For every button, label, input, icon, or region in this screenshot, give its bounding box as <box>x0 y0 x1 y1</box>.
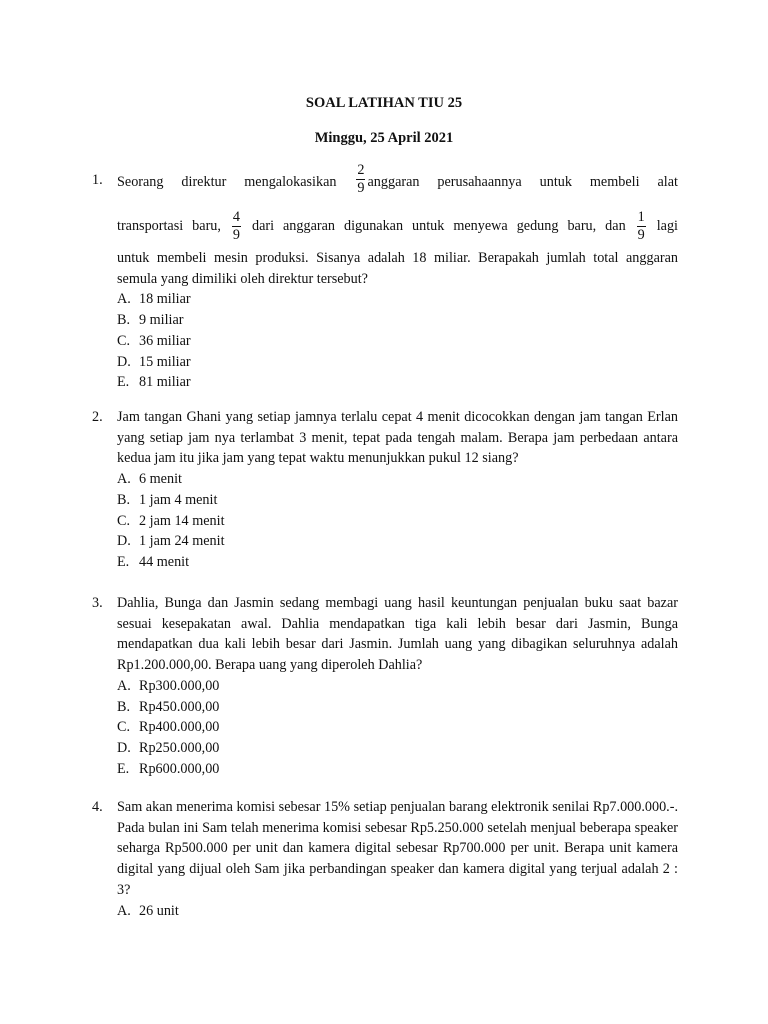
question-text: Sam akan menerima komisi sebesar 15% setiap penjualan barang elektronik senilai Rp7.000.000.-. Pada bulan ini Sam telah menerima komisi sebesar Rp5.250.000 setelah menjual beberapa speaker seharga Rp500.000 per unit dan kamera digital sebesar Rp700.000 per unit. Berapa unit kamera digital yang dijual oleh Sam jika perbandingan speaker dan kamera digital yang terjual adalah 2 : 3? <box>117 799 678 898</box>
word: digunakan <box>343 217 404 234</box>
word: dari <box>251 217 275 234</box>
answer-options <box>117 676 678 780</box>
answer-option[interactable] <box>117 490 678 511</box>
question-text: Jam tangan Ghani yang setiap jamnya terlalu cepat 4 menit dicocokkan dengan jam tangan Erlan yang setiap jam nya terlambat 3 menit, tepat pada tengah malam. Berapa jam perbedaan antara kedua jam itu jika jam yang tepat waktu menunjukkan pukul 12 siang? <box>117 409 678 467</box>
answer-options <box>117 469 678 573</box>
page-date: Minggu, 25 April 2021 <box>314 130 454 146</box>
fraction-denominator: 9 <box>357 179 365 196</box>
option-text: 81 miliar <box>139 374 191 391</box>
option-text: 2 jam 14 menit <box>139 512 225 529</box>
option-text: Rp450.000,00 <box>139 698 220 715</box>
fraction-four-ninths <box>230 209 243 244</box>
word: baru, <box>192 217 221 234</box>
answer-option[interactable] <box>117 310 678 331</box>
fraction-one-ninth <box>635 209 648 244</box>
option-letter: E. <box>117 374 130 391</box>
option-letter: D. <box>117 739 131 756</box>
answer-options <box>117 289 678 393</box>
option-letter: E. <box>117 553 130 570</box>
option-letter: B. <box>117 491 131 508</box>
option-letter: D. <box>117 353 131 370</box>
answer-options <box>117 901 678 922</box>
option-letter: E. <box>117 760 130 777</box>
option-text: 18 miliar <box>139 291 191 308</box>
option-text: Rp400.000,00 <box>139 719 220 736</box>
fraction-numerator: 2 <box>357 161 365 178</box>
word: transportasi <box>117 217 184 234</box>
question-1-line-2 <box>117 204 678 248</box>
word: baru, <box>567 217 597 234</box>
option-text: 6 menit <box>139 471 182 488</box>
answer-option[interactable] <box>117 511 678 532</box>
option-text: Rp600.000,00 <box>139 760 220 777</box>
page-title: SOAL LATIHAN TIU 25 <box>305 95 463 111</box>
answer-option[interactable] <box>117 331 678 352</box>
option-text: 36 miliar <box>139 332 191 349</box>
option-text: 1 jam 4 menit <box>139 491 218 508</box>
word: untuk <box>412 217 445 234</box>
answer-option[interactable] <box>117 738 678 759</box>
fraction-numerator: 1 <box>637 208 645 225</box>
answer-option[interactable] <box>117 676 678 697</box>
question-2 <box>92 407 678 573</box>
option-text: 15 miliar <box>139 353 191 370</box>
question-text: Dahlia, Bunga dan Jasmin sedang membagi uang hasil keuntungan penjualan buku saat bazar sesuai kesepakatan awal. Dahlia mendapatkan tiga kali lebih besar dari Jasmin, Bunga mendapatkan dua kali lebih besar dari Jasmin. Jumlah uang yang dibagikan seluruhnya adalah Rp1.200.000,00. Berapa uang yang diperoleh Dahlia? <box>117 595 678 674</box>
option-letter: B. <box>117 698 131 715</box>
option-text: 1 jam 24 menit <box>139 533 225 550</box>
option-letter: D. <box>117 533 131 550</box>
fraction-two-ninths <box>354 162 367 197</box>
answer-option[interactable] <box>117 531 678 552</box>
word: untuk <box>539 173 572 190</box>
option-letter: A. <box>117 902 131 919</box>
option-text: 9 miliar <box>139 312 184 329</box>
answer-option[interactable] <box>117 697 678 718</box>
option-letter: C. <box>117 512 131 529</box>
word: perusahaannya <box>437 173 522 190</box>
word: menyewa <box>453 217 508 234</box>
answer-option[interactable] <box>117 352 678 373</box>
answer-option[interactable] <box>117 759 678 780</box>
fraction-denominator: 9 <box>232 226 240 243</box>
option-letter: A. <box>117 471 131 488</box>
word: gedung <box>516 217 559 234</box>
option-text: 44 menit <box>139 553 190 570</box>
question-1 <box>92 161 678 393</box>
option-text: 26 unit <box>139 902 179 919</box>
fraction-denominator: 9 <box>637 226 645 243</box>
word: mengalokasikan <box>244 173 337 190</box>
word: alat <box>657 173 678 190</box>
answer-option[interactable] <box>117 901 678 922</box>
question-number: 4. <box>92 799 103 815</box>
option-letter: C. <box>117 332 131 349</box>
word: lagi <box>656 217 678 234</box>
word: membeli <box>589 173 640 190</box>
word: anggaran <box>283 217 335 234</box>
answer-option[interactable] <box>117 717 678 738</box>
option-text: Rp300.000,00 <box>139 677 220 694</box>
question-number: 1. <box>92 172 103 188</box>
option-letter: C. <box>117 719 131 736</box>
option-letter: A. <box>117 677 131 694</box>
answer-option[interactable] <box>117 289 678 310</box>
question-number: 3. <box>92 595 103 611</box>
answer-option[interactable] <box>117 552 678 573</box>
question-1-line-1 <box>117 161 678 196</box>
fraction-numerator: 4 <box>232 208 240 225</box>
answer-option[interactable] <box>117 469 678 490</box>
question-text: untuk membeli mesin produksi. Sisanya adalah 18 miliar. Berapakah jumlah total anggaran semula yang dimiliki oleh direktur tersebut? <box>117 250 678 287</box>
answer-option[interactable] <box>117 372 678 393</box>
option-letter: A. <box>117 291 131 308</box>
question-3 <box>92 593 678 779</box>
question-number: 2. <box>92 409 103 425</box>
option-text: Rp250.000,00 <box>139 739 220 756</box>
question-4 <box>92 797 678 921</box>
word: direktur <box>181 173 227 190</box>
word: dan <box>605 217 626 234</box>
word: Seorang <box>117 173 164 190</box>
word: anggaran <box>367 173 420 190</box>
option-letter: B. <box>117 312 131 329</box>
